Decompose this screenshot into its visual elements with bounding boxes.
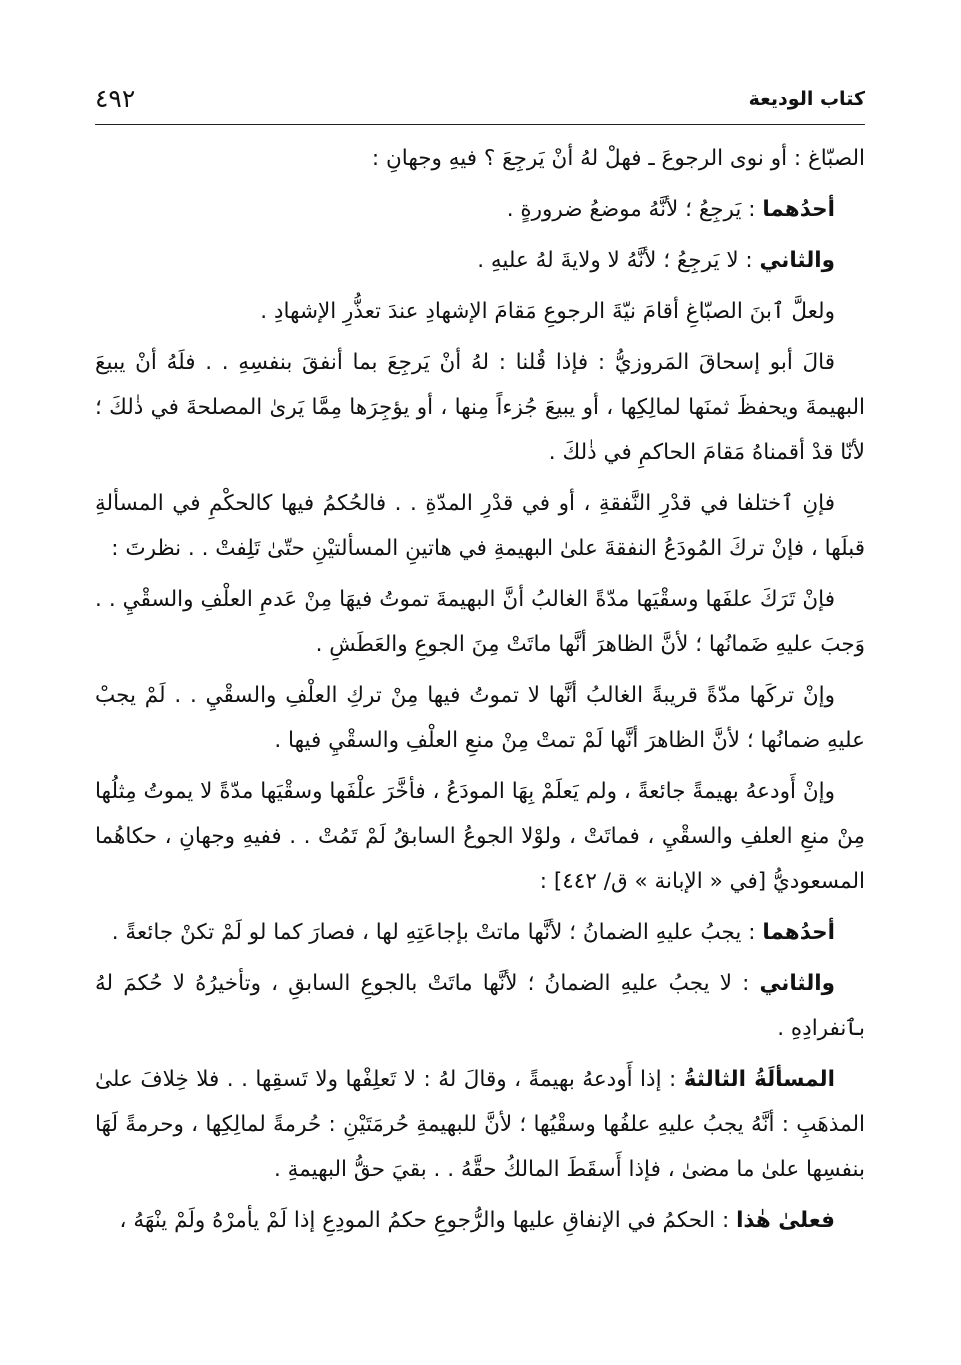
paragraph-text: الصبّاغ : أو نوى الرجوعَ ـ فهلْ لهُ أنْ يَرجِعَ ؟ فيهِ وجهانِ : (371, 146, 865, 171)
paragraph (95, 577, 865, 667)
paragraph-text: : إذا أَودعهُ بهيمةً ، وقالَ لهُ : لا تَعلِفْها ولا تَسقِها . . فلا خِلافَ علىٰ المذهَبِ : أنَّهُ يجبُ عليهِ علفُها وسقْيُها ؛ لأنَّ للبهيمةِ حُرمَتَيْنِ : حُرمةً لمالِكِها ، وحرمةً لَهَا بنفسِها علىٰ ما مضىٰ ، فإذا أَسقَطَ المالكُ حقَّهُ . . بقيَ حقُّ البهيمةِ . (95, 1067, 865, 1182)
paragraph (95, 673, 865, 763)
paragraph (95, 1057, 865, 1192)
paragraph-text: وإنْ أَودعهُ بهيمةً جائعةً ، ولم يَعلَمْ بِهَا المودَعُ ، فأخَّرَ علْفَها وسقْيَها مدّةً لا يموتُ مِثلُها مِنْ منعِ العلفِ والسقْيِ ، فماتَتْ ، ولوْلا الجوعُ السابقُ لَمْ تَمُتْ . . ففيهِ وجهانِ ، حكاهُما المسعوديُّ [في « الإبانة » ق/ ٤٤٢] : (95, 779, 865, 894)
paragraph-text: : يجبُ عليهِ الضمانُ ؛ لأنَّها ماتتْ بإجاعَتِهِ لها ، فصارَ كما لو لَمْ تكنْ جائعةً . (111, 920, 763, 945)
paragraph (95, 340, 865, 475)
paragraph-lead: أحدُهما (762, 197, 835, 222)
paragraph-text: : يَرجِعُ ؛ لأنَّهُ موضعُ ضرورةٍ . (506, 197, 763, 222)
paragraph-text: قالَ أبو إسحاقَ المَروزيُّ : فإذا قُلنا : لهُ أنْ يَرجِعَ بما أنفقَ بنفسِهِ . . فلَهُ أنْ يبيعَ البهيمةَ ويحفظَ ثمنَها لمالِكِها ، أو يبيعَ جُزءاً مِنها ، أو يؤجِرَها مِمَّا يَرىٰ المصلحةَ في ذٰلكَ ؛ لأنّا قدْ أقمناهُ مَقامَ الحاكمِ في ذٰلكَ . (95, 350, 865, 465)
page-header (95, 84, 865, 120)
page-number: ٤٩٢ (95, 84, 136, 113)
paragraph-text: فإنْ تَرَكَ علفَها وسقْيَها مدّةً الغالبُ أنَّ البهيمةَ تموتُ فيهَا مِنْ عَدمِ العلْفِ والسقْيِ . . وَجبَ عليهِ ضَمانُها ؛ لأنَّ الظاهرَ أنَّها ماتَتْ مِنَ الجوعِ والعَطَشِ . (95, 587, 865, 657)
paragraph (95, 136, 865, 181)
paragraph (95, 187, 865, 232)
paragraph-text: : لا يجبُ عليهِ الضمانُ ؛ لأنَّها ماتَتْ بالجوعِ السابقِ ، وتأخيرُهُ لا حُكمَ لهُ بٱنفرادِهِ . (95, 971, 865, 1041)
paragraph (95, 238, 865, 283)
paragraph (95, 769, 865, 904)
paragraph (95, 961, 865, 1051)
paragraph (95, 910, 865, 955)
paragraph (95, 289, 865, 334)
body-text (95, 136, 865, 1249)
paragraph-text: ولعلَّ ٱبنَ الصبّاغِ أقامَ نيّةَ الرجوعِ مَقامَ الإشهادِ عندَ تعذُّرِ الإشهادِ . (260, 299, 835, 324)
paragraph (95, 1198, 865, 1243)
paragraph-lead: فعلىٰ هٰذا (736, 1208, 835, 1233)
header-rule (95, 124, 865, 125)
paragraph-lead: والثاني (759, 971, 835, 996)
paragraph-text: فإنِ ٱختلفا في قدْرِ النَّفقةِ ، أو في قدْرِ المدّةِ . . فالحُكمُ فيها كالحكْمِ في المسألةِ قبلَها ، فإنْ تركَ المُودَعُ النفقةَ علىٰ البهيمةِ في هاتينِ المسألتيْنِ حتّىٰ تَلِفتْ . . نظرتَ : (95, 491, 865, 561)
paragraph-lead: والثاني (759, 248, 835, 273)
paragraph-lead: أحدُهما (762, 920, 835, 945)
paragraph-text: : لا يَرجِعُ ؛ لأنَّهُ لا ولايةَ لهُ عليهِ . (477, 248, 760, 273)
running-title: كتاب الوديعة (748, 88, 865, 110)
paragraph-text: : الحكمُ في الإنفاقِ عليها والرُّجوعِ حكمُ المودِعِ إذا لَمْ يأمرْهُ ولَمْ ينْهَهُ ، (119, 1208, 737, 1233)
paragraph (95, 481, 865, 571)
paragraph-text: وإنْ تركَها مدّةً قريبةً الغالبُ أنَّها لا تموتُ فيها مِنْ تركِ العلْفِ والسقْيِ . . لَمْ يجبْ عليهِ ضمانُها ؛ لأنَّ الظاهرَ أنَّها لَمْ تمتْ مِنْ منعِ العلْفِ والسقْيِ فيها . (95, 683, 865, 753)
paragraph-lead: المسألَةُ الثالثةُ (683, 1067, 835, 1092)
